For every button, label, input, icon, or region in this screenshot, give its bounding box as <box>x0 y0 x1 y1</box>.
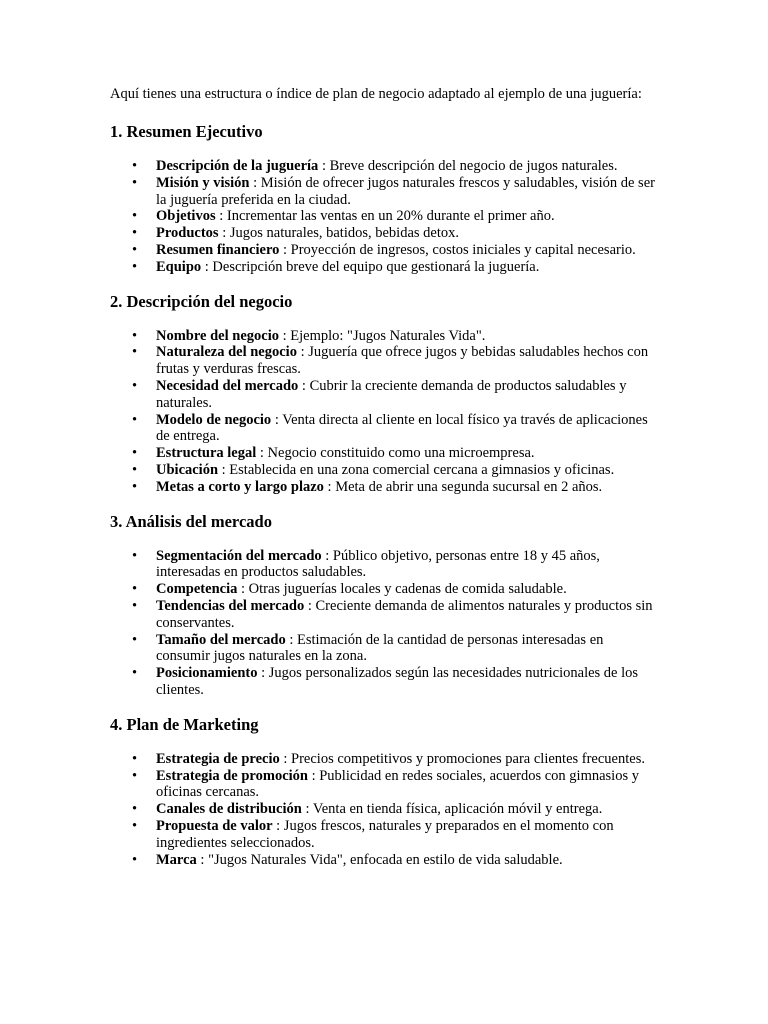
bullet-icon: • <box>132 817 138 834</box>
section-list-resumen-ejecutivo <box>110 158 655 276</box>
list-item <box>132 241 655 259</box>
section-heading-resumen-ejecutivo: 1. Resumen Ejecutivo <box>110 122 263 141</box>
list-item <box>132 801 655 818</box>
item-term: Tendencias del mercado <box>156 597 305 614</box>
bullet-icon: • <box>132 208 138 225</box>
item-term: Marca <box>156 851 197 868</box>
item-text: : Breve descripción del negocio de jugos naturales. <box>318 158 618 174</box>
section-list-analisis-mercado <box>110 548 655 699</box>
list-item <box>132 547 655 582</box>
item-text: : Venta directa al cliente en local físico ya través de aplicaciones de entrega. <box>156 411 648 445</box>
item-term: Segmentación del mercado <box>156 547 322 564</box>
item-text: : Otras juguerías locales y cadenas de comida saludable. <box>237 581 567 598</box>
bullet-icon: • <box>132 547 138 564</box>
bullet-icon: • <box>132 597 138 614</box>
item-text: : Cubrir la creciente demanda de productos saludables y naturales. <box>156 377 627 411</box>
list-item <box>132 817 655 852</box>
bullet-icon: • <box>132 445 138 462</box>
item-text: : Estimación de la cantidad de personas interesadas en consumir jugos naturales en la zona. <box>156 631 604 665</box>
bullet-icon: • <box>132 631 138 648</box>
item-text: : Descripción breve del equipo que gestionará la juguería. <box>201 258 540 275</box>
list-item <box>132 377 655 412</box>
item-term: Metas a corto y largo plazo <box>156 478 324 495</box>
list-item <box>132 258 655 276</box>
item-term: Modelo de negocio <box>156 411 272 428</box>
document-page <box>110 86 655 868</box>
list-item <box>132 174 655 209</box>
list-item <box>132 158 655 175</box>
bullet-icon: • <box>132 258 138 275</box>
item-text: : Establecida en una zona comercial cercana a gimnasios y oficinas. <box>218 461 615 478</box>
item-text: : "Jugos Naturales Vida", enfocada en estilo de vida saludable. <box>196 851 563 868</box>
section-heading-descripcion-negocio: 2. Descripción del negocio <box>110 291 293 311</box>
item-term: Necesidad del mercado <box>156 377 299 394</box>
bullet-icon: • <box>132 750 138 767</box>
list-item <box>132 344 655 378</box>
bullet-icon: • <box>132 241 138 258</box>
list-item <box>132 445 655 462</box>
list-item <box>132 597 655 632</box>
bullet-icon: • <box>132 225 138 242</box>
bullet-icon: • <box>132 478 138 495</box>
item-term: Equipo <box>156 258 202 275</box>
bullet-icon: • <box>132 411 138 428</box>
bullet-icon: • <box>132 344 138 361</box>
list-item <box>132 665 655 699</box>
section-heading-analisis-mercado: 3. Análisis del mercado <box>110 511 272 531</box>
item-term: Resumen financiero <box>156 241 280 258</box>
bullet-icon: • <box>132 801 138 818</box>
list-item <box>132 225 655 242</box>
item-term: Canales de distribución <box>156 801 302 818</box>
list-item <box>132 411 655 446</box>
bullet-icon: • <box>132 327 138 344</box>
bullet-icon: • <box>132 851 138 868</box>
item-term: Estrategia de promoción <box>156 767 308 784</box>
item-term: Propuesta de valor <box>156 817 273 834</box>
item-term: Objetivos <box>156 208 216 225</box>
item-text: : Jugos naturales, batidos, bebidas detox. <box>218 225 459 242</box>
item-term: Posicionamiento <box>156 665 258 682</box>
section-list-plan-marketing <box>110 751 655 869</box>
item-term: Misión y visión <box>156 174 250 191</box>
bullet-icon: • <box>132 767 138 784</box>
section-heading-plan-marketing: 4. Plan de Marketing <box>110 714 259 734</box>
item-text: : Creciente demanda de alimentos naturales y productos sin conservantes. <box>156 597 653 631</box>
list-item <box>132 478 655 496</box>
item-term: Competencia <box>156 581 238 598</box>
item-text: : Precios competitivos y promociones para clientes frecuentes. <box>279 750 645 767</box>
item-text: : Juguería que ofrece jugos y bebidas saludables hechos con frutas y verduras frescas. <box>156 344 649 378</box>
item-text: : Meta de abrir una segunda sucursal en 2 años. <box>323 478 603 495</box>
item-text: : Misión de ofrecer jugos naturales frescos y saludables, visión de ser la juguería preferida en la ciudad. <box>156 174 655 208</box>
section-list-descripcion-negocio <box>110 328 655 496</box>
intro-paragraph: Aquí tienes una estructura o índice de plan de negocio adaptado al ejemplo de una juguería: <box>110 86 642 102</box>
item-term: Tamaño del mercado <box>156 631 286 648</box>
bullet-icon: • <box>132 461 138 478</box>
list-item <box>132 767 655 802</box>
item-term: Naturaleza del negocio <box>156 344 297 361</box>
item-text: : Proyección de ingresos, costos iniciales y capital necesario. <box>279 241 636 258</box>
bullet-icon: • <box>132 665 138 682</box>
item-text: : Jugos frescos, naturales y preparados en el momento con ingredientes seleccionados. <box>156 817 614 851</box>
item-text: : Publicidad en redes sociales, acuerdos con gimnasios y oficinas cercanas. <box>156 767 639 801</box>
item-text: : Jugos personalizados según las necesidades nutricionales de los clientes. <box>156 665 639 698</box>
list-item <box>132 631 655 666</box>
bullet-icon: • <box>132 174 138 191</box>
item-term: Descripción de la juguería <box>156 158 319 174</box>
item-text: : Incrementar las ventas en un 20% durante el primer año. <box>215 208 555 225</box>
bullet-icon: • <box>132 158 138 174</box>
item-text: : Ejemplo: "Jugos Naturales Vida". <box>278 327 486 344</box>
bullet-icon: • <box>132 377 138 394</box>
list-item <box>132 327 655 345</box>
item-text: : Venta en tienda física, aplicación móvil y entrega. <box>301 801 603 818</box>
item-text: : Público objetivo, personas entre 18 y 45 años, interesadas en productos saludables. <box>156 547 600 581</box>
bullet-icon: • <box>132 581 138 598</box>
item-term: Productos <box>156 225 219 242</box>
item-term: Ubicación <box>156 461 219 478</box>
list-item <box>132 208 655 225</box>
item-text: : Negocio constituido como una microempresa. <box>256 445 535 462</box>
item-term: Nombre del negocio <box>156 327 279 344</box>
item-term: Estructura legal <box>156 445 257 462</box>
list-item <box>132 461 655 479</box>
list-item <box>132 750 655 768</box>
list-item <box>132 851 655 869</box>
list-item <box>132 581 655 598</box>
item-term: Estrategia de precio <box>156 750 280 767</box>
